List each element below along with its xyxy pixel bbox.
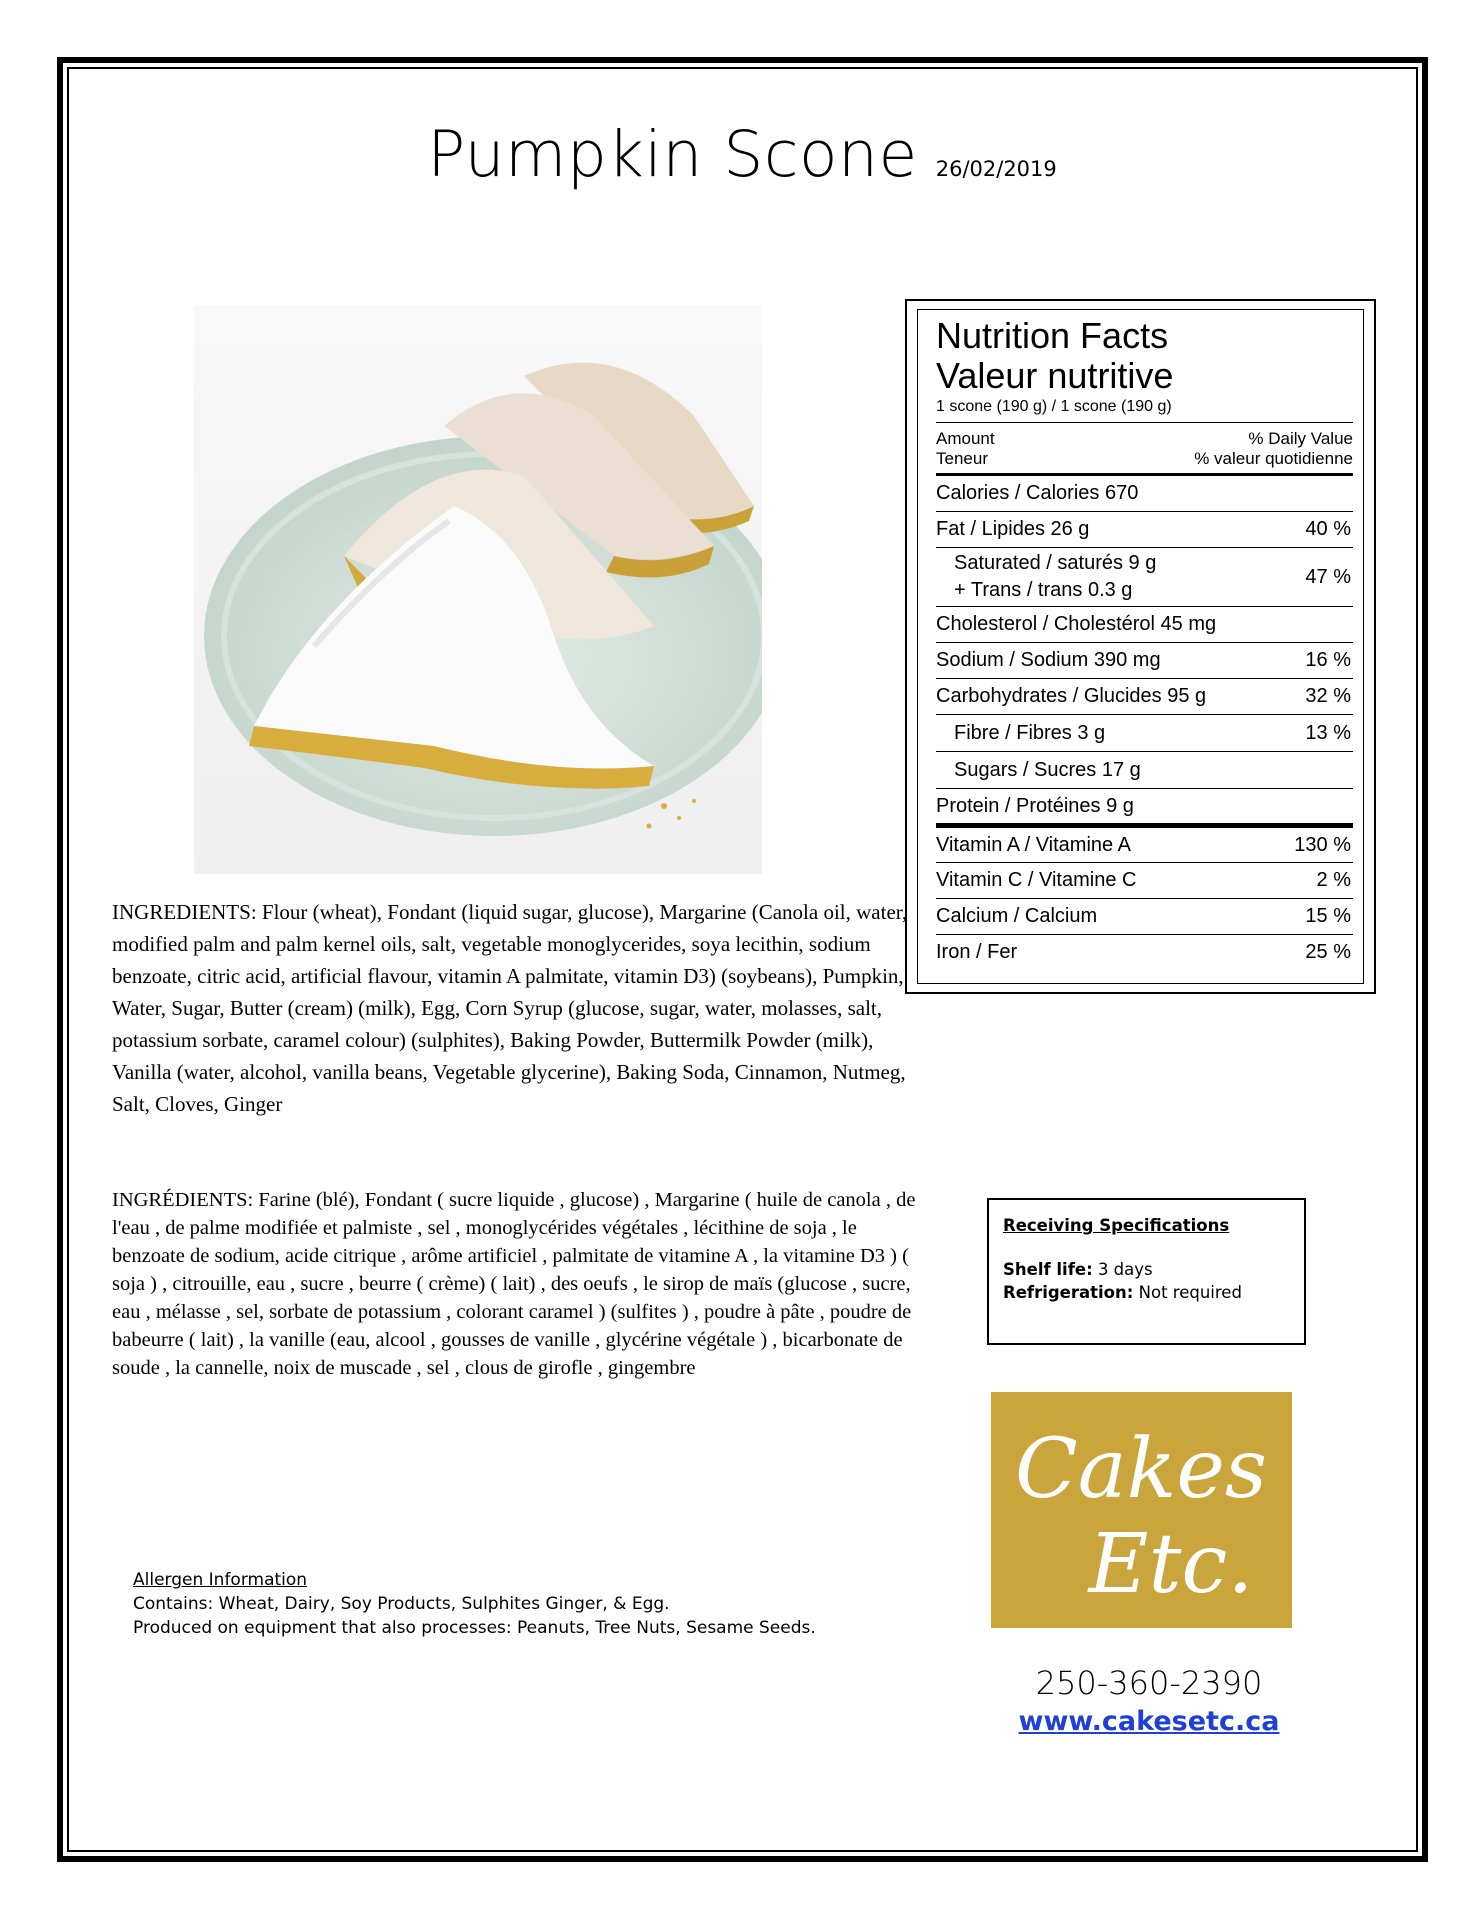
website-link[interactable]: www.cakesetc.ca: [1018, 1706, 1280, 1737]
carbs-dv: 32 %: [1305, 685, 1351, 707]
dv-label-fr: % valeur quotidienne: [1194, 449, 1353, 468]
allergen-information: [133, 1568, 816, 1640]
iron-dv: 25 %: [1305, 941, 1351, 963]
amount-label-en: Amount: [936, 429, 995, 448]
iron-label: Iron / Fer: [936, 941, 1018, 963]
nutrition-title-en: Nutrition Facts: [936, 315, 1169, 356]
row-saturated-trans: [936, 548, 1353, 607]
refrigeration: [1003, 1281, 1290, 1304]
shelf-life-value: 3 days: [1097, 1260, 1153, 1279]
row-fat: [936, 512, 1353, 548]
row-vitamin-c: [936, 863, 1353, 899]
row-calcium: [936, 899, 1353, 935]
calcium-label: Calcium / Calcium: [936, 905, 1098, 927]
row-protein: [936, 789, 1353, 823]
saturated-label: Saturated / saturés 9 g: [954, 552, 1157, 574]
receiving-title: Receiving Specifications: [1003, 1216, 1230, 1235]
vitamin-a-dv: 130 %: [1294, 833, 1351, 856]
product-title: Pumpkin Scone: [427, 118, 918, 191]
protein-label: Protein / Protéines 9 g: [936, 794, 1134, 817]
allergen-title: Allergen Information: [133, 1570, 308, 1590]
ingredients-en-text: Flour (wheat), Fondant (liquid sugar, glucose), Margarine (Canola oil, water, modified palm and palm kernel oils, salt, vegetable monoglycerides, soya lecithin, sodium benzoate, citric acid, artificial flavour, vitamin A palmitate, vitamin D3) (soybeans), Pumpkin, Water, Sugar, Butter (cream) (milk), Egg, Corn Syrup (glucose, sugar, water, molasses, salt, potassium sorbate, caramel colour) (sulphites), Baking Powder, Buttermilk Powder (milk), Vanilla (water, alcohol, vanilla beans, Vegetable glycerine), Baking Soda, Cinnamon, Nutmeg, Salt, Cloves, Ginger: [112, 900, 908, 1116]
calcium-dv: 15 %: [1305, 905, 1351, 927]
fat-dv: 40 %: [1305, 518, 1351, 540]
refrigeration-label: Refrigeration:: [1003, 1283, 1134, 1302]
fat-label: Fat / Lipides 26 g: [936, 518, 1090, 540]
sat-trans-dv: 47 %: [1305, 565, 1351, 588]
trans-label: + Trans / trans 0.3 g: [954, 579, 1133, 601]
product-photo: [194, 306, 762, 874]
row-sugars: [936, 752, 1353, 789]
ingredients-english: [112, 896, 922, 1120]
row-vitamin-a: [936, 823, 1353, 863]
title-block: [0, 118, 1484, 191]
sodium-label: Sodium / Sodium 390 mg: [936, 649, 1161, 671]
cholesterol-label: Cholesterol / Cholestérol 45 mg: [936, 613, 1217, 635]
cakes-etc-logo: [991, 1392, 1292, 1628]
refrigeration-value: Not required: [1138, 1283, 1242, 1302]
row-carbohydrates: [936, 679, 1353, 715]
nutrition-serving: 1 scone (190 g) / 1 scone (190 g): [936, 398, 1353, 423]
ingredients-french: [112, 1186, 922, 1382]
ingredients-fr-label: INGRÉDIENTS:: [112, 1189, 254, 1211]
shelf-life: [1003, 1258, 1290, 1281]
ingredients-fr-text: Farine (blé), Fondant ( sucre liquide , glucose) , Margarine ( huile de canola , de l'eau , de palme modifiée et palmiste , sel , monoglycérides végétales , lécithine de soja , le benzoate de sodium, acide citrique , arôme artificiel , palmitate de vitamine A , la vitamine D3 ) ( soja ) , citrouille, eau , sucre , beurre ( crème) ( lait) , des oeufs , le sirop de maïs (glucose , sucre, eau , mélasse , sel, sorbate de potassium , colorant caramel ) (sulfites ) , poudre à pâte , poudre de babeurre ( lait) , la vanille (eau, alcool , gousses de vanille , glycérine végétale ) , bicarbonate de soude , la cannelle, noix de muscade , sel , clous de girofle , gingembre: [112, 1189, 916, 1379]
carbs-label: Carbohydrates / Glucides 95 g: [936, 685, 1207, 707]
phone-number: 250-360-2390: [1035, 1664, 1263, 1702]
ingredients-en-label: INGREDIENTS:: [112, 900, 257, 924]
nutrition-title-fr: Valeur nutritive: [936, 355, 1174, 396]
allergen-equipment: Produced on equipment that also processes: Peanuts, Tree Nuts, Sesame Seeds.: [133, 1618, 816, 1638]
sodium-dv: 16 %: [1305, 649, 1351, 671]
fibre-dv: 13 %: [1305, 721, 1351, 744]
nutrition-facts-table: [917, 309, 1364, 984]
nutrition-header: [936, 423, 1353, 476]
sugars-label: Sugars / Sucres 17 g: [954, 758, 1141, 781]
vitamin-a-label: Vitamin A / Vitamine A: [936, 833, 1131, 856]
row-cholesterol: [936, 607, 1353, 643]
logo-line1: Cakes: [1015, 1422, 1267, 1517]
fibre-label: Fibre / Fibres 3 g: [954, 721, 1106, 744]
product-date: 26/02/2019: [935, 157, 1057, 181]
amount-label-fr: Teneur: [936, 449, 988, 468]
dv-label-en: % Daily Value: [1248, 429, 1353, 448]
allergen-contains: Contains: Wheat, Dairy, Soy Products, Sulphites Ginger, & Egg.: [133, 1594, 670, 1614]
row-fibre: [936, 715, 1353, 752]
logo-line2: Etc.: [1088, 1517, 1254, 1612]
vitamin-c-dv: 2 %: [1316, 869, 1351, 891]
row-sodium: [936, 643, 1353, 679]
shelf-life-label: Shelf life:: [1003, 1260, 1093, 1279]
row-calories: [936, 476, 1353, 512]
row-iron: [936, 935, 1353, 970]
receiving-specifications: [987, 1198, 1306, 1345]
vitamin-c-label: Vitamin C / Vitamine C: [936, 869, 1137, 891]
calories-label: Calories / Calories 670: [936, 482, 1139, 504]
